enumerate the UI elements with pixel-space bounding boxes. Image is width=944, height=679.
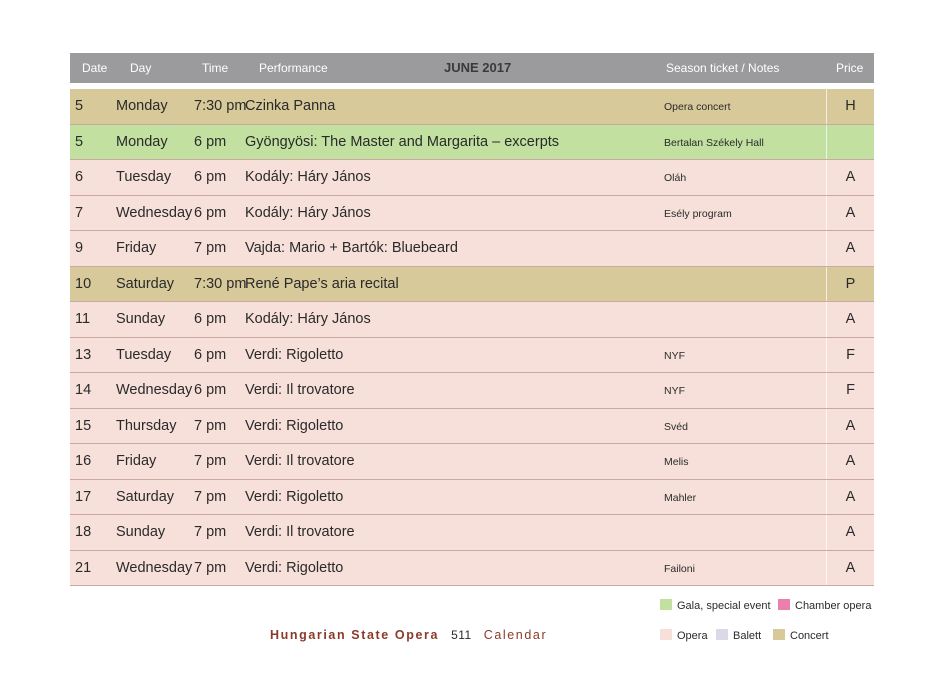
legend-concert [773, 629, 829, 642]
legend-balett [716, 629, 761, 642]
row-date: 5 [75, 133, 84, 150]
row-time: 7:30 pm [194, 275, 247, 292]
row-date: 21 [75, 559, 92, 576]
legend-opera [660, 629, 708, 642]
row-day: Wednesday [116, 204, 193, 221]
legend-concert-label: Concert [790, 630, 829, 642]
footer-publisher: Hungarian State Opera [270, 628, 440, 642]
row-day: Sunday [116, 311, 166, 327]
row-price-cell [826, 267, 874, 302]
legend-chamber-label: Chamber opera [795, 600, 872, 612]
table-row [70, 480, 874, 516]
row-note: Opera concert [664, 101, 731, 113]
row-price: A [845, 559, 856, 576]
row-time: 6 pm [194, 204, 227, 221]
row-price-cell [826, 231, 874, 266]
row-price-cell [826, 373, 874, 408]
table-row [70, 231, 874, 267]
table-body [70, 89, 874, 586]
legend-opera-label: Opera [677, 630, 708, 642]
row-note: Oláh [664, 172, 687, 184]
row-day: Friday [116, 453, 157, 469]
row-day: Monday [116, 133, 168, 150]
table-row [70, 338, 874, 374]
table-header [70, 53, 874, 83]
row-note: Mahler [664, 491, 697, 504]
header-performance: Performance [259, 61, 328, 75]
row-price: A [845, 204, 856, 221]
row-performance: Gyöngyösi: The Master and Margarita – excerpts [245, 133, 560, 150]
row-time: 6 pm [194, 382, 227, 398]
row-price: F [846, 346, 855, 363]
table-row [70, 302, 874, 338]
row-price-cell [826, 515, 874, 550]
row-price: A [845, 417, 856, 434]
row-day: Thursday [116, 417, 177, 434]
table-row [70, 444, 874, 480]
row-note: Esély program [664, 207, 732, 220]
row-note: NYF [664, 385, 685, 397]
legend-balett-label: Balett [733, 630, 762, 642]
row-note: Svéd [664, 420, 688, 433]
row-time: 7:30 pm [194, 98, 247, 114]
row-price: A [845, 453, 856, 469]
row-performance: Verdi: Rigoletto [245, 559, 344, 576]
row-price-cell [826, 444, 874, 479]
row-day: Saturday [116, 275, 175, 292]
row-price: P [845, 275, 856, 292]
row-time: 6 pm [194, 311, 227, 327]
row-date: 14 [75, 382, 92, 398]
header-month: JUNE 2017 [444, 60, 512, 75]
row-time: 6 pm [194, 133, 227, 150]
table-row [70, 515, 874, 551]
table-row [70, 196, 874, 232]
table-row [70, 373, 874, 409]
row-day: Saturday [116, 488, 175, 505]
row-performance: Kodály: Háry János [245, 169, 371, 185]
row-date: 15 [75, 417, 92, 434]
row-performance: Verdi: Rigoletto [245, 346, 344, 363]
row-day: Monday [116, 98, 168, 114]
row-performance: Vajda: Mario + Bartók: Bluebeard [245, 240, 458, 256]
row-date: 9 [75, 240, 84, 256]
row-price-cell [826, 551, 874, 586]
row-time: 7 pm [194, 488, 227, 505]
row-note: Failoni [664, 562, 695, 575]
row-price-cell [826, 409, 874, 444]
header-price: Price [836, 61, 864, 75]
row-note: Melis [664, 456, 689, 468]
table-row [70, 267, 874, 303]
row-day: Tuesday [116, 169, 172, 185]
row-day: Friday [116, 240, 157, 256]
row-performance: René Pape’s aria recital [245, 275, 399, 292]
row-performance: Verdi: Il trovatore [245, 524, 355, 540]
header-notes: Season ticket / Notes [666, 61, 780, 75]
row-date: 16 [75, 453, 92, 469]
row-price-cell [826, 125, 874, 160]
row-performance: Verdi: Il trovatore [245, 382, 355, 398]
table-row [70, 89, 874, 125]
table-row [70, 409, 874, 445]
legend-gala-swatch [660, 599, 672, 610]
row-time: 6 pm [194, 346, 227, 363]
row-price: A [845, 169, 856, 185]
row-time: 7 pm [194, 240, 227, 256]
header-date: Date [82, 61, 108, 75]
row-date: 17 [75, 488, 92, 505]
row-price-cell [826, 338, 874, 373]
row-performance: Kodály: Háry János [245, 204, 371, 221]
row-time: 7 pm [194, 559, 227, 576]
legend-opera-swatch [660, 629, 672, 640]
row-date: 7 [75, 204, 84, 221]
header-time: Time [202, 61, 229, 75]
row-time: 7 pm [194, 453, 227, 469]
header-day: Day [130, 61, 152, 75]
row-price: A [845, 524, 856, 540]
row-time: 7 pm [194, 524, 227, 540]
row-price: F [846, 382, 855, 398]
row-note: NYF [664, 349, 685, 362]
row-date: 10 [75, 275, 92, 292]
table-row [70, 160, 874, 196]
table-row [70, 125, 874, 161]
legend-gala [660, 599, 771, 612]
row-performance: Verdi: Il trovatore [245, 453, 355, 469]
row-performance: Czinka Panna [245, 98, 336, 114]
row-price-cell [826, 196, 874, 231]
calendar-table [70, 53, 874, 586]
row-price-cell [826, 160, 874, 195]
row-price: A [845, 240, 856, 256]
row-price-cell [826, 302, 874, 337]
table-row [70, 551, 874, 587]
legend-gala-label: Gala, special event [677, 600, 771, 612]
row-date: 6 [75, 169, 84, 185]
footer-page-number: 511 [451, 628, 472, 642]
row-day: Sunday [116, 524, 166, 540]
legend-concert-swatch [773, 629, 785, 640]
row-note: Bertalan Székely Hall [664, 136, 764, 149]
page-footer [270, 628, 547, 642]
legend-balett-swatch [716, 629, 728, 640]
row-date: 11 [75, 311, 91, 327]
row-day: Wednesday [116, 559, 193, 576]
row-date: 18 [75, 524, 92, 540]
row-price: A [845, 311, 856, 327]
legend-chamber-swatch [778, 599, 790, 610]
row-date: 13 [75, 346, 92, 363]
row-time: 6 pm [194, 169, 227, 185]
row-day: Tuesday [116, 346, 172, 363]
row-price-cell [826, 480, 874, 515]
legend-chamber [778, 599, 871, 612]
row-day: Wednesday [116, 382, 193, 398]
row-time: 7 pm [194, 417, 227, 434]
row-date: 5 [75, 98, 84, 114]
row-performance: Kodály: Háry János [245, 311, 371, 327]
row-performance: Verdi: Rigoletto [245, 417, 344, 434]
row-price: H [845, 98, 856, 114]
footer-section: Calendar [483, 628, 548, 642]
row-price: A [845, 488, 856, 505]
row-price-cell [826, 89, 874, 124]
row-performance: Verdi: Rigoletto [245, 488, 344, 505]
